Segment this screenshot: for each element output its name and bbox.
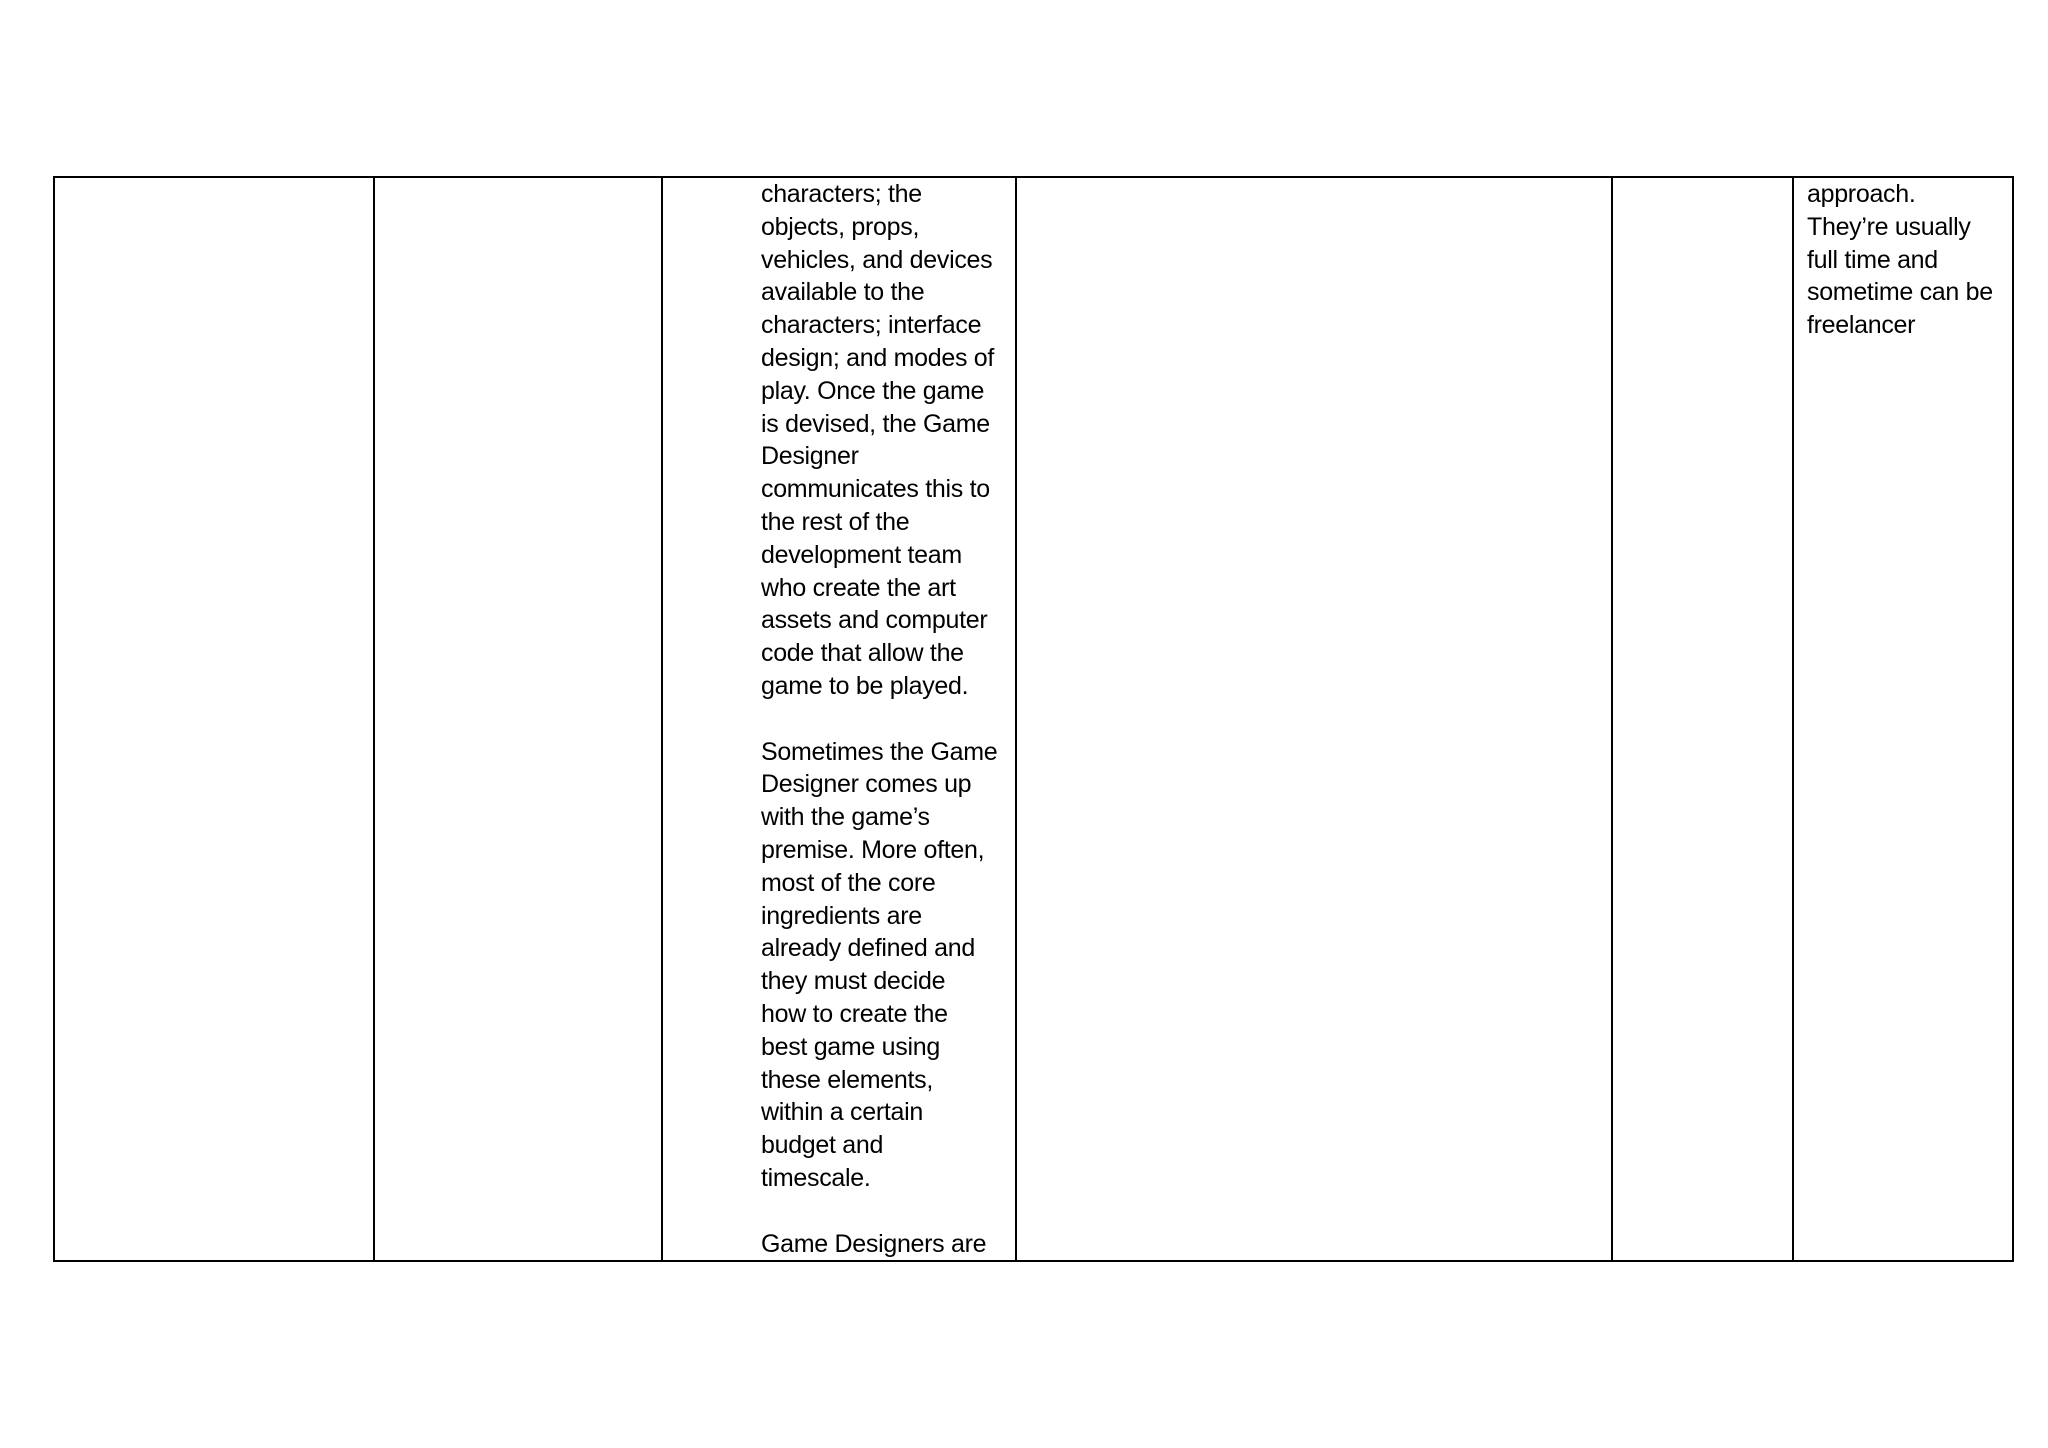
employment-type-text: approach. They’re usually full time and sometime can be freelancer — [1807, 180, 1993, 340]
table-cell-5 — [1612, 177, 1793, 1261]
job-description-text: characters; the objects, props, vehicles, and devices available to the characters; interface design; and modes of play. Once the game is devised, the Game Designer communicates this to the rest of the development team who create the art assets and computer code that allow the game to be played. Sometimes the Game Designer comes up with the game’s premise. More often, most of the core ingredients are already defined and they must decide how to create the best game using these elements, within a certain budget and timescale. Game Designers are — [761, 180, 998, 1258]
table-cell-employment-type — [1793, 177, 2013, 1261]
table-row — [54, 177, 2013, 1261]
content-table — [53, 176, 2014, 1262]
table-cell-job-description — [662, 177, 1016, 1261]
table-cell-4 — [1016, 177, 1612, 1261]
table-cell-2 — [374, 177, 662, 1261]
table-cell-1 — [54, 177, 374, 1261]
